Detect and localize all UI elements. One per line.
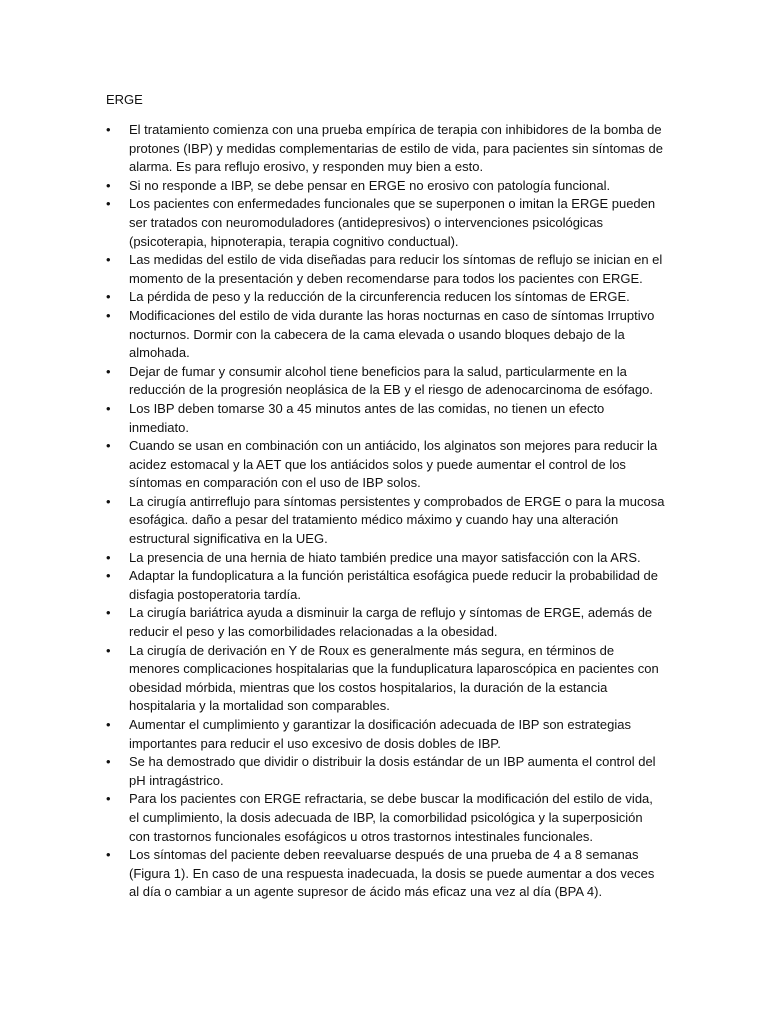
list-item: • Los pacientes con enfermedades funcionales que se superponen o imitan la ERGE pueden ser tratados con neuromoduladores (antidepresivos) o intervenciones psicológicas (psicoterapia, hipnoterapia, terapia cognitivo conductual). (106, 195, 666, 251)
list-item: • La pérdida de peso y la reducción de la circunferencia reducen los síntomas de ERGE. (106, 288, 666, 307)
list-item: • Aumentar el cumplimiento y garantizar la dosificación adecuada de IBP son estrategias importantes para reducir el uso excesivo de dosis dobles de IBP. (106, 716, 666, 753)
list-item: • El tratamiento comienza con una prueba empírica de terapia con inhibidores de la bomba de protones (IBP) y medidas complementarias de estilo de vida, para pacientes sin síntomas de alarma. Es para reflujo erosivo, y responden muy bien a esto. (106, 121, 666, 177)
list-item: • Adaptar la fundoplicatura a la función peristáltica esofágica puede reducir la probabilidad de disfagia postoperatoria tardía. (106, 567, 666, 604)
list-item: • La cirugía antirreflujo para síntomas persistentes y comprobados de ERGE o para la mucosa esofágica. daño a pesar del tratamiento médico máximo y cuando hay una alteración estructural significativa en la UEG. (106, 493, 666, 549)
list-item: • Si no responde a IBP, se debe pensar en ERGE no erosivo con patología funcional. (106, 177, 666, 196)
list-item: • La cirugía de derivación en Y de Roux es generalmente más segura, en términos de menores complicaciones hospitalarias que la funduplicatura laparoscópica en pacientes con obesidad mórbida, mientras que los costos hospitalarios, la duración de la estancia hospitalaria y la mortalidad son comparables. (106, 642, 666, 716)
list-item: • Dejar de fumar y consumir alcohol tiene beneficios para la salud, particularmente en la reducción de la progresión neoplásica de la EB y el riesgo de adenocarcinoma de esófago. (106, 363, 666, 400)
list-item: • Cuando se usan en combinación con un antiácido, los alginatos son mejores para reducir la acidez estomacal y la AET que los antiácidos solos y puede aumentar el control de los síntomas en comparación con el uso de IBP solos. (106, 437, 666, 493)
bullet-list (106, 121, 666, 902)
list-item: • La cirugía bariátrica ayuda a disminuir la carga de reflujo y síntomas de ERGE, además de reducir el peso y las comorbilidades relacionadas a la obesidad. (106, 604, 666, 641)
list-item: • Las medidas del estilo de vida diseñadas para reducir los síntomas de reflujo se inician en el momento de la presentación y deben recomendarse para todos los pacientes con ERGE. (106, 251, 666, 288)
list-item: • Los IBP deben tomarse 30 a 45 minutos antes de las comidas, no tienen un efecto inmediato. (106, 400, 666, 437)
list-item: • La presencia de una hernia de hiato también predice una mayor satisfacción con la ARS. (106, 549, 666, 568)
list-item: • Se ha demostrado que dividir o distribuir la dosis estándar de un IBP aumenta el control del pH intragástrico. (106, 753, 666, 790)
list-item: • Para los pacientes con ERGE refractaria, se debe buscar la modificación del estilo de vida, el cumplimiento, la dosis adecuada de IBP, la comorbilidad psicológica y la superposición con trastornos funcionales esofágicos u otros trastornos intestinales funcionales. (106, 790, 666, 846)
list-item: • Los síntomas del paciente deben reevaluarse después de una prueba de 4 a 8 semanas (Figura 1). En caso de una respuesta inadecuada, la dosis se puede aumentar a dos veces al día o cambiar a un agente supresor de ácido más eficaz una vez al día (BPA 4). (106, 846, 666, 902)
document-title: ERGE (106, 92, 143, 107)
list-item: • Modificaciones del estilo de vida durante las horas nocturnas en caso de síntomas Irruptivo nocturnos. Dormir con la cabecera de la cama elevada o usando bloques debajo de la almohada. (106, 307, 666, 363)
